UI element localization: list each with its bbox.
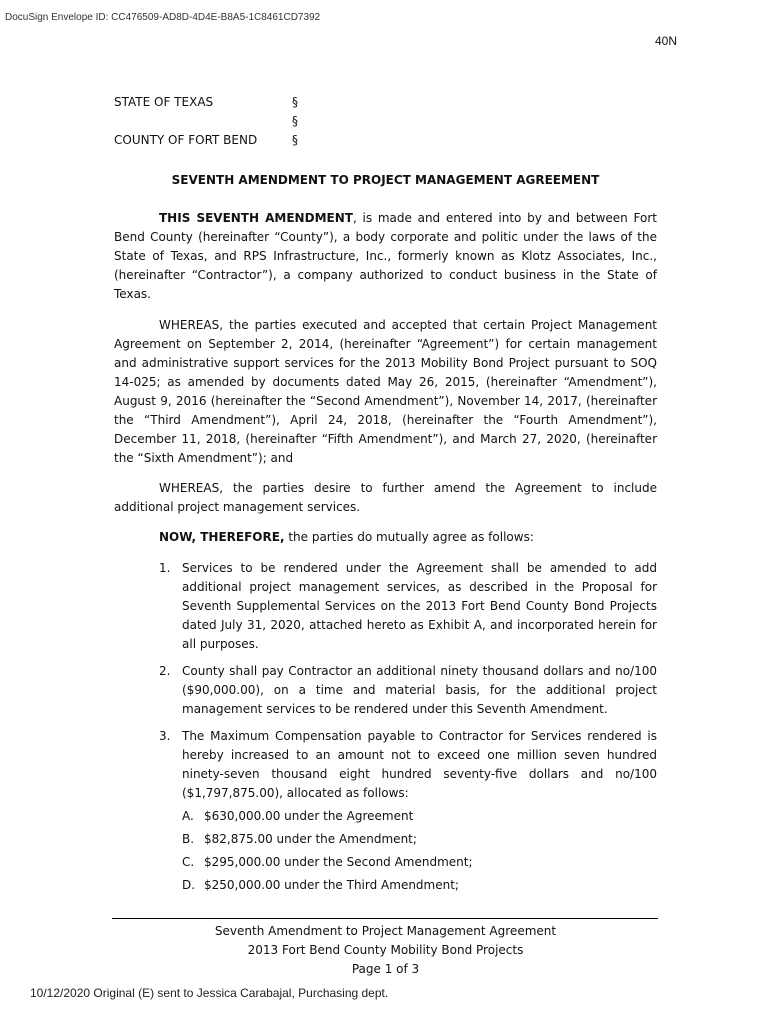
allocation-text: $250,000.00 under the Third Amendment; [204, 878, 459, 892]
list-item [159, 559, 657, 654]
footer-divider [112, 918, 658, 919]
allocation-item [182, 876, 657, 899]
list-item-number: 2. [159, 664, 171, 678]
now-therefore-text: the parties do mutually agree as follows: [284, 530, 534, 544]
envelope-id: DocuSign Envelope ID: CC476509-AD8D-4D4E-B8A5-1C8461CD7392 [5, 12, 321, 23]
now-therefore-lead: NOW, THEREFORE, [159, 530, 285, 544]
list-item-text: Services to be rendered under the Agreement shall be amended to add additional project management services, as described in the Proposal for Seventh Supplemental Services on the 2013 Fort Bend County Bond Projects dated July 31, 2020, attached hereto as Exhibit A, and incorporated herein for all purposes. [182, 561, 657, 651]
section-symbol-3: § [292, 133, 298, 147]
page-footer [114, 922, 657, 979]
intro-lead: THIS SEVENTH AMENDMENT [159, 211, 353, 225]
list-item-text: County shall pay Contractor an additional ninety thousand dollars and no/100 ($90,000.00), on a time and material basis, for the additional project management services to be rendered under this Seventh Amendment. [182, 664, 657, 716]
allocation-list [182, 807, 657, 899]
document-code: 40N [655, 34, 678, 48]
whereas-paragraph-2: WHEREAS, the parties desire to further amend the Agreement to include additional project management services. [114, 481, 657, 514]
intro-text: , is made and entered into by and between Fort Bend County (hereinafter “County”), a body corporate and politic under the laws of the State of Texas, and RPS Infrastructure, Inc., formerly known as Klotz Associates, Inc., (hereinafter “Contractor”), a company authorized to conduct business in the State of Texas. [114, 211, 657, 301]
allocation-item [182, 807, 657, 830]
intro-paragraph [114, 209, 657, 304]
caption-state: STATE OF TEXAS [114, 95, 214, 109]
allocation-text: $630,000.00 under the Agreement [204, 809, 414, 823]
allocation-letter: D. [182, 878, 196, 892]
footer-title: Seventh Amendment to Project Management Agreement [214, 924, 557, 938]
handling-note: 10/12/2020 Original (E) sent to Jessica Carabajal, Purchasing dept. [30, 986, 389, 1000]
list-item-text: The Maximum Compensation payable to Contractor for Services rendered is hereby increased to an amount not to exceed one million seven hundred ninety-seven thousand eight hundred seventy-five dollars and no/100 ($1,797,875.00), allocated as follows: [182, 729, 657, 800]
page-number: Page 1 of 3 [351, 962, 420, 976]
whereas-paragraph-1: WHEREAS, the parties executed and accepted that certain Project Management Agreement on September 2, 2014, (hereinafter “Agreement”) for certain management and administrative support services for the 2013 Mobility Bond Project pursuant to SOQ 14-025; as amended by documents dated May 26, 2015, (hereinafter “Amendment”), August 9, 2016 (hereinafter the “Second Amendment”), November 14, 2017, (hereinafter the “Third Amendment”), April 24, 2018, (hereinafter the “Fourth Amendment”), December 11, 2018, (hereinafter “Fifth Amendment”), and March 27, 2020, (hereinafter the “Sixth Amendment”); and [114, 318, 657, 465]
list-item-number: 3. [159, 729, 171, 743]
footer-subtitle: 2013 Fort Bend County Mobility Bond Projects [247, 943, 524, 957]
caption-county: COUNTY OF FORT BEND [114, 133, 258, 147]
allocation-text: $295,000.00 under the Second Amendment; [204, 855, 473, 869]
terms-list [159, 559, 657, 901]
section-symbol-1: § [292, 95, 298, 109]
list-item [159, 662, 657, 719]
allocation-item [182, 853, 657, 876]
allocation-item [182, 830, 657, 853]
allocation-letter: A. [182, 809, 194, 823]
allocation-text: $82,875.00 under the Amendment; [204, 832, 417, 846]
list-item-number: 1. [159, 561, 171, 575]
allocation-letter: C. [182, 855, 195, 869]
allocation-letter: B. [182, 832, 195, 846]
document-title: SEVENTH AMENDMENT TO PROJECT MANAGEMENT AGREEMENT [171, 173, 600, 187]
list-item [159, 727, 657, 899]
now-therefore-paragraph [114, 528, 657, 547]
section-symbol-2: § [292, 114, 298, 128]
